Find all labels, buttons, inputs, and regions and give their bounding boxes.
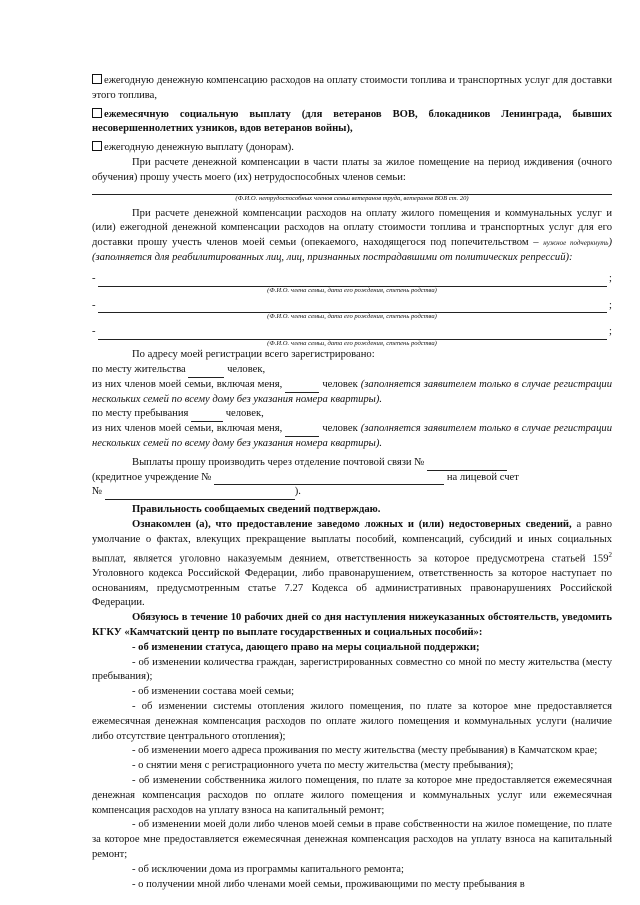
document-page <box>92 74 612 892</box>
count-field[interactable] <box>188 367 224 378</box>
registration-heading: По адресу моей регистрации всего зарегистрировано: <box>132 349 375 361</box>
option-monthly-payment: ежемесячную социальную выплату (для ветеранов ВОВ, блокадников Ленинграда, бывших несовершеннолетних узников, вдов ветеранов войны), <box>92 108 612 135</box>
paragraph-dependents: При расчете денежной компенсации в части платы за жилое помещение на период иждивения (очного обучения) прошу учесть моего (их) нетрудоспособных членов семьи: <box>92 156 612 183</box>
obligation-item: - о получении мной либо членами моей семьи, проживающими по месту пребывания в <box>132 878 525 890</box>
obligation-item: - об изменении системы отопления жилого помещения, по плате за которое мне предоставляется ежемесячная денежная компенсация расходов по оплате жилого помещения и коммунальных услуги (наличие либо отсутствие центрального отопления); <box>92 701 612 742</box>
obligation-item: - о снятии меня с регистрационного учета по месту жительства (месту пребывания); <box>132 760 514 772</box>
family-line-2[interactable]: - ; <box>92 299 612 314</box>
obligation-item: - об изменении количества граждан, зарегистрированных совместно со мной по месту жительства (месту пребывания); <box>92 656 612 683</box>
confirm-statement: Правильность сообщаемых сведений подтверждаю. <box>132 504 381 516</box>
paragraph-family: При расчете денежной компенсации расходов на оплату жилого помещения и коммунальных услуг и (или) ежегодной денежной компенсации расходов на оплату стоимости топлива и транспортных услуг для его доставки прошу учесть членов моей семьи (опекаемого, находящегося под попечительством – нужное подчеркнуть) (заполняется для реабилитированных лиц, лиц, признанных пострадавшими от политических репрессий): <box>92 207 612 263</box>
checkbox-icon[interactable] <box>92 108 102 118</box>
obligation-item: - об изменении собственника жилого помещения, по плате за которое мне предоставляется ежемесячная денежная компенсация расходов по оплате жилого помещения и коммунальных услуг или ежемесячная компенсация расходов на уплату взноса на капитальный ремонт; <box>92 775 612 816</box>
payment-account: № ). <box>92 485 612 500</box>
registration-residence: по месту жительства человек, <box>92 363 612 378</box>
account-field[interactable] <box>105 489 295 500</box>
obligation-item: - об изменении моей доли либо членов моей семьи в праве собственности на жилое помещение, по плате за которое мне предоставляется ежемесячная денежная компенсация расходов на уплату взноса на капитальный ремонт; <box>92 819 612 860</box>
obligation-item: - об изменении моего адреса проживания по месту жительства (месту пребывания) в Камчатском крае; <box>132 745 598 757</box>
checkbox-icon[interactable] <box>92 141 102 151</box>
payment-post-office: Выплаты прошу производить через отделение почтовой связи № <box>92 456 612 471</box>
family-count-stay: из них членов моей семьи, включая меня, человек (заполняется заявителем только в случае регистрации нескольких семей по всему дому без указания номера квартиры). <box>92 423 612 449</box>
family-line-1[interactable]: - ; <box>92 272 612 287</box>
count-field[interactable] <box>191 411 223 422</box>
caption: (Ф.И.О. члена семьи, дата его рождения, степень родства) <box>267 286 437 294</box>
option-fuel: ежегодную денежную компенсацию расходов на оплату стоимости топлива и транспортных услуг для доставки этого топлива, <box>92 75 612 101</box>
family-count: из них членов моей семьи, включая меня, человек (заполняется заявителем только в случае регистрации нескольких семей по всему дому без указания номера квартиры). <box>92 378 612 405</box>
caption: (Ф.И.О. нетрудоспособных членов семьи ветеранов труда, ветеранов ВОВ ст. 20) <box>235 194 469 202</box>
obligation-item: - об исключении дома из программы капитального ремонта; <box>132 863 404 875</box>
option-donor: ежегодную денежную выплату (донорам). <box>92 141 612 156</box>
count-field[interactable] <box>285 426 319 437</box>
post-office-field[interactable] <box>427 460 507 471</box>
family-line-3[interactable]: - ; <box>92 325 612 340</box>
count-field[interactable] <box>285 382 319 393</box>
caption: (Ф.И.О. члена семьи, дата его рождения, степень родства) <box>267 313 437 321</box>
checkbox-icon[interactable] <box>92 74 102 84</box>
bank-field[interactable] <box>214 474 444 485</box>
liability-warning: Ознакомлен (а), что предоставление заведомо ложных и (или) недостоверных сведений, а равно умолчание о фактах, влекущих прекращение выплаты пособий, компенсаций, субсидий и иных социальных выплат, является уголовно наказуемым деянием, ответственность за которое предусмотрена статьей $159^2$ Уголовного кодекса Российской Федерации, либо правонарушением, ответственность за которое наступает по основаниям, предусмотренным статье 7.27 Кодекса об административных правонарушениях Российской Федерации. <box>92 518 612 609</box>
obligation-heading: Обязуюсь в течение 10 рабочих дней со дня наступления нижеуказанных обстоятельств, уведомить КГКУ «Камчатский центр по выплате государственных и социальных пособий»: <box>92 612 612 639</box>
obligation-item: - об изменении статуса, дающего право на меры социальной поддержки; <box>132 641 480 653</box>
payment-bank: (кредитное учреждение № на лицевой счет <box>92 471 612 486</box>
obligation-item: - об изменении состава моей семьи; <box>132 686 295 698</box>
caption: (Ф.И.О. члена семьи, дата его рождения, степень родства) <box>267 340 437 348</box>
registration-stay: по месту пребывания человек, <box>92 407 612 422</box>
